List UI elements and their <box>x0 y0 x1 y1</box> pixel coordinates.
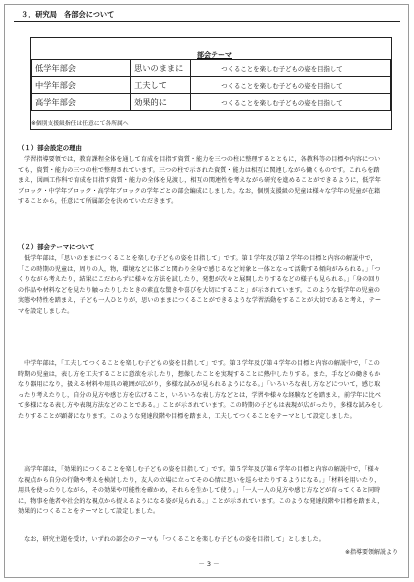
paragraph-text: 学習指導要領では，教育課程全体を通して育成を目指す資質・能力を三つの柱に整理するとともに，各教科等の目標や内容についても，資質・能力の三つの柱で整理されています。三つの柱で示された資質・能力は相互に関連しながら働くものです。これらを踏まえ，図画工作科で育成を目指す資質・能力の全体を見渡し，相互の関連性を考えながら研究を進めることができるように，低学年ブロック・中学年ブロック・高学年ブロックの学年ごとの部会編成にしました。なお，個別支援級の児童は様々な学年の児童が在籍することから，任意にて所属部会を決めていただきます。 <box>18 156 381 205</box>
dept-cell: 低学年部会 <box>32 60 131 77</box>
paragraph-text: 高学年部は，「効果的につくることを楽しむ子どもの姿を目指して」です。第５学年及び第６学年の目標と内容の解説中で，「様々な視点から自分の行動や考えを検討したり，友人の立場に立ってその心情に思いを巡らせたりするようになる。」「材料を用いたり，用具を使ったりしながら，その効果や可能性を確かめ，それらを生かして使う。」「一人一人の見方や感じ方などが育ってくると同時に，物事を他者や社会的な視点から捉えるようになる姿が見られる。」ことが示されています。このような発達段階や目標を踏まえ，効果的につくることをテーマとして設定しました。 <box>18 466 384 515</box>
theme-table <box>31 59 391 111</box>
theme-box <box>30 37 392 130</box>
theme-header: 部会テーマ <box>197 51 232 59</box>
title-rule <box>14 21 400 22</box>
theme-cell: つくることを楽しむ子どもの姿を目指して <box>191 60 391 77</box>
paragraph-text: なお，研究主題を受け，いずれの部会のテーマも「つくることを楽しむ子どもの姿を目指して」としました。 <box>24 536 325 543</box>
section-title: ３．研究局 各部会について <box>21 10 115 19</box>
table-row <box>32 94 391 111</box>
paragraph-upper <box>18 465 384 518</box>
table-row <box>32 60 391 77</box>
paragraph-text: 中学年部は，「工夫してつくることを楽しむ子どもの姿を目指して」です。第３学年及び第４学年の目標と内容の解説中で，「この時期の児童は，表し方を工夫することに意欲を示したり，想像したことを実現することに熱中したりする。また，手などの働きもかなり器用になり，扱える材料や用具の範囲が広がり，多様な試みが見られるようになる。」「いろいろな表し方などについて，感じ取ったり考えたりし，自分の見方や感じ方を広げること，いろいろな表し方などとは，学習や様々な経験などを踏まえ，前学年に比べて多様になる表し方や表現方法などのことである。」ことが示されています。この時期の子どもは表現が広がったり，多様な試みをしたりすることが顕著になります。このような発達段階や目標を踏まえ，工夫してつくることをテーマとして設定しました。 <box>18 360 384 420</box>
paragraph-middle <box>18 359 384 422</box>
phrase-cell: 効果的に <box>131 94 191 111</box>
phrase-cell: 工夫して <box>131 77 191 94</box>
heading-theme: （２）部会テーマについて <box>18 243 95 251</box>
dept-cell: 中学年部会 <box>32 77 131 94</box>
source-note: ※指導要領解説より <box>344 549 398 556</box>
heading-reason: （１）部会設定の理由 <box>18 144 82 152</box>
paragraph-closing <box>18 535 384 546</box>
paragraph-text: 低学年部は，「思いのままにつくることを楽しむ子どもの姿を目指して」です。第１学年及び第２学年の目標と内容の解説中で，「この時期の児童は，周りの人，物，環境などに体ごと関わり全身で感じるなど対象と一体となって活動する傾向がみられる。」「つくりながら考えたり，結果にこだわらずに様々な方法を試したり，発想が次々と展開したりするなどの様子も見られる。」「身の回りの作品や材料などを見たり触ったりしたときの素直な驚きや喜びを大切にすること」が示されています。このような低学年の児童の実態や特性を踏まえ，子ども一人ひとりが，思いのままにつくることができるような学習活動をすることが大切であると考え，テーマを設定しました。 <box>18 255 382 315</box>
theme-cell: つくることを楽しむ子どもの姿を目指して <box>191 94 391 111</box>
dept-cell: 高学年部会 <box>32 94 131 111</box>
table-row <box>32 77 391 94</box>
page-number: － 3 － <box>198 560 220 568</box>
document-page <box>14 10 404 570</box>
paragraph-reason <box>18 155 384 208</box>
phrase-cell: 思いのままに <box>131 60 191 77</box>
box-note: ※個別支援級指任は任意にて各所属へ <box>31 121 129 127</box>
paragraph-lower <box>18 254 384 317</box>
theme-cell: つくることを楽しむ子どもの姿を目指して <box>191 77 391 94</box>
